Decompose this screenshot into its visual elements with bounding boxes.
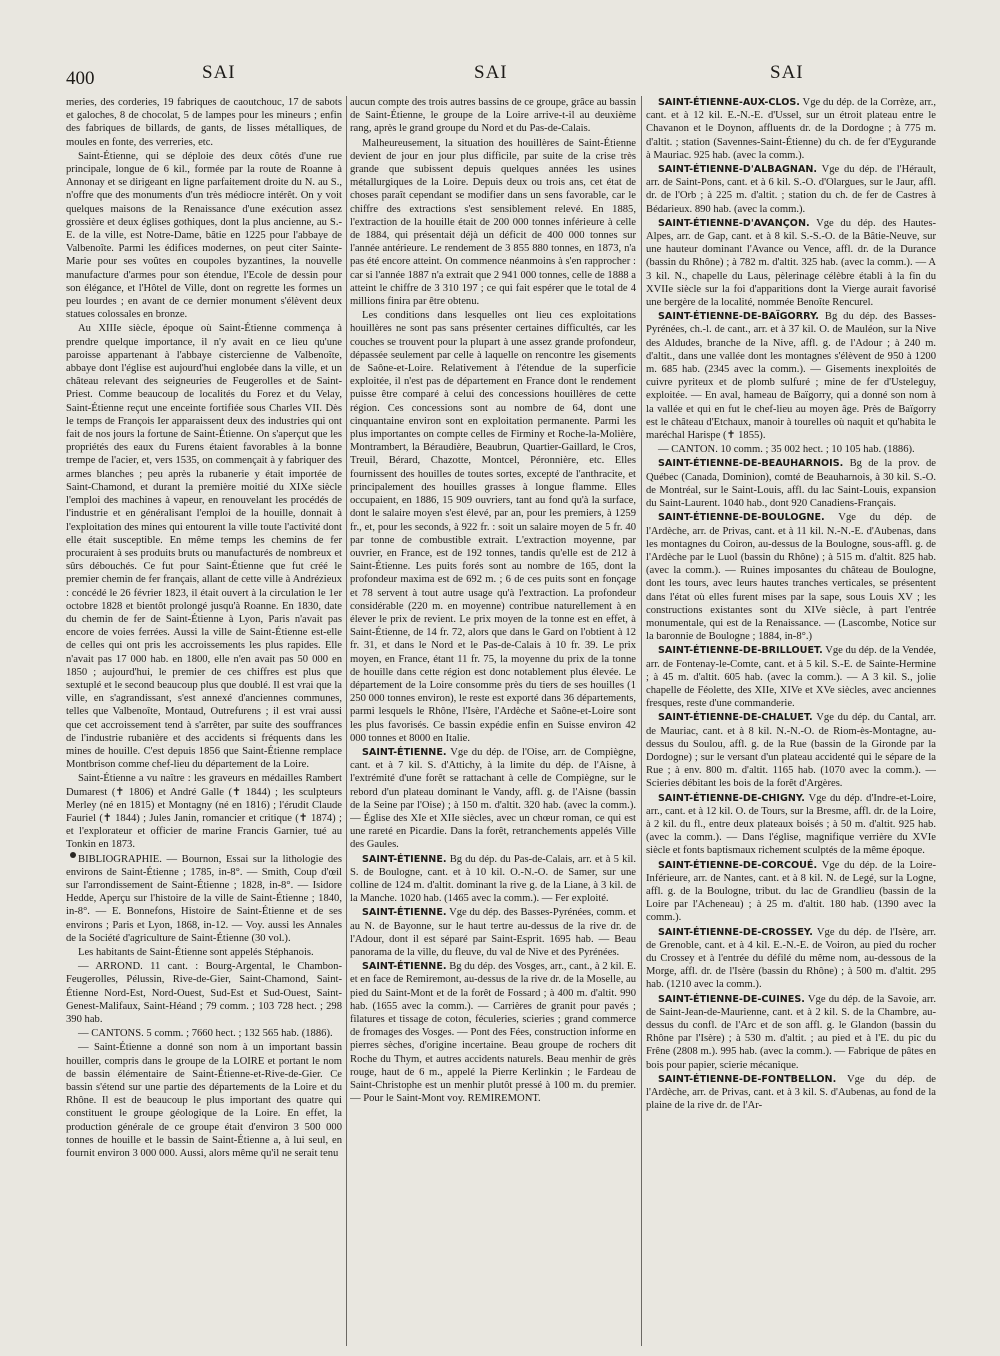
entry-text: Bg du dép. du Pas-de-Calais, arr. et à 5 kil. S. de Boulogne, cant. et à 10 kil. O.-N.-O. de Samer, sur une colline de 124 m. d'altit. dominant la rive g. de la Liane, à 3 kil. de la Manche. 1020 hab. (1465 avec la comm.). — Fer exploité.: [350, 853, 636, 905]
entry-text: Vge du dép. de la Corrèze, arr., cant. et à 12 kil. E.-N.-E. d'Ussel, sur un étroit plateau entre le Chavanon et le Doynon, affluents dr. de la Dordogne ; à 775 m. d'altit. ; station (Savennes-Saint-Étienne) du ch. de fer d'Eygurande à Mauriac. 925 hab. (avec la comm.).: [646, 97, 936, 161]
entry: [646, 96, 936, 162]
paragraph: meries, des corderies, 19 fabriques de caoutchouc, 17 de sabots et galoches, 8 de chocolat, 5 de lampes pour les mineurs ; enfin des fabriques de billards, de gants, de lisses métalliques, de moules en fonte, des verreries, etc.: [66, 97, 342, 148]
text-column-1: [66, 96, 342, 1346]
entry-text: Vge du dép. de la Savoie, arr. de Saint-Jean-de-Maurienne, cant. et à 2 kil. S. de la Chambre, au-dessus du confl. de l'Arc et de son affl. g. le Glandon (bassin du Rhône par l'Isère) ; à 530 m. d'altit. ; au pied et à l'E. du pic du Frêne (2808 m.). 995 hab. (avec la comm.). — Fabrique de pâtes en bois pour papier, scierie mécanique.: [646, 993, 936, 1071]
entry: [350, 906, 636, 959]
text-column-2: [350, 96, 636, 1346]
entry-title: SAINT-ÉTIENNE-DE-CUINES.: [658, 993, 805, 1005]
entry-text: Bg de la prov. de Québec (Canada, Dominion), comté de Beauharnois, à 30 kil. S.-O. de Montréal, sur le Saint-Louis, affl. du lac Saint-Louis, expansion du Saint-Laurent. 1040 hab., dont 920 Canadiens-Français.: [646, 458, 936, 510]
entry: [350, 960, 636, 1105]
entry: [350, 853, 636, 906]
column-divider: [346, 96, 347, 1346]
entry-title: SAINT-ÉTIENNE-D'ALBAGNAN.: [658, 164, 818, 176]
entry-text: Vge du dép. d'Indre-et-Loire, arr., cant. et à 12 kil. O. de Tours, sur la Bresme, affl. dr. de la Loire, à 2 kil. du fl., entre deux plateaux boisés ; à 50 m. d'altit. 925 hab. (avec la comm.). — Dans l'église, magnifique verrière du XVIe siècle et fonts baptismaux richement sculptés de la même époque.: [646, 792, 936, 857]
paragraph: BIBLIOGRAPHIE. — Bournon, Essai sur la lithologie des environs de Saint-Étienne ; 1785, in-8°. — Smith, Coup d'œil sur l'arrondissement de Saint-Étienne ; 1828, in-8°. — Isidore Hedde, Aperçu sur l'histoire de la ville de Saint-Étienne ; 1840, in-8°. — E. Bonnefons, Histoire de Saint-Étienne et de ses environs ; Paris et Lyon, 1868, in-12. — Voy. aussi les Annales de la Société d'agriculture de Saint-Étienne (30 vol.).: [66, 853, 342, 944]
paragraph: Au XIIIe siècle, époque où Saint-Étienne commença à prendre quelque importance, il n'y avait en ce lieu qu'une paroisse appartenant à l'abbaye cistercienne de Valbenoîte, abbaye dont l'église est aujourd'hui englobée dans la ville, et un château relevant des seigneuries de Feugerolles et de Saint-Priest. Comme beaucoup de localités du Forez et du Velay, Saint-Étienne reçut une enceinte fortifiée sous Charles VII. Dès le temps de François Ier apparaissent deux des industries qui ont fait de nos jours la fortune de Saint-Étienne. On s'aperçut que les propriétés des eaux du Furens étaient favorables à la bonne trempe de l'acier, et, vers 1535, on commençait à y fabriquer des armes blanches ; peu après la rubanerie y était importée de Saint-Chamond, et durant la première moitié du XIXe siècle l'emploi des machines à vapeur, en renouvelant les procédés de l'industrie et en généralisant l'emploi de la houille, donnait à l'exploitation des mines qui entourent la ville toute l'activité dont elle était susceptible. En même temps les chemins de fer procuraient à ses produits bruts ou manufacturés de nombreux et sûrs débouchés. Ce fut pour Saint-Étienne que fut créé le premier chemin de fer français, allant de cette ville à Andrézieux : concédé le 26 février 1823, il était ouvert à la circulation le 1er octobre 1828 et bientôt prolongé jusqu'à Roanne. En 1830, date du chemin de fer de Saint-Étienne à Lyon, Paris n'avait pas encore de voies ferrées. Aussi la ville de Saint-Étienne est-elle de celles qui ont pris les accroissements les plus rapides. Elle n'avait pas 17 000 hab. en 1800, elle n'en avait pas 50 000 en 1850 ; aujourd'hui, le premier de ces chiffres est plus que sextuplé et le second beaucoup plus que doublé. Il est vrai que la ville, en s'agrandissant, s'est annexé d'anciennes communes, telles que Valbenoîte, Montaud, Outrefurens ; il est vrai aussi que cet accroissement tend à s'arrêter, par suite des souffrances de l'industrie rubanière et des accidents si fréquents dans les mines de houille. C'est depuis 1856 que Saint-Étienne remplace Montbrison comme chef-lieu du département de la Loire.: [66, 323, 342, 771]
entry: [646, 457, 936, 510]
paragraph: Les habitants de Saint-Étienne sont appelés Stéphanois.: [78, 947, 314, 958]
entry-text: Vge du dép. des Hautes-Alpes, arr. de Gap, cant. et à 8 kil. S.-S.-O. de la Bâtie-Neuve, sur une hauteur dominant l'Avance ou Vence, affl. dr. de la Durance (bassin du Rhône) ; à 782 m. d'altit. 325 hab. (avec la comm.). — A 3 kil. N., chapelle du Laus, pèlerinage célèbre établi à la fin du XVIIe siècle sur la foi d'apparitions dont la Vierge aurait favorisé une bergère de la localité, nommée Benoîte Rencurel.: [646, 217, 936, 309]
entry: [646, 1073, 936, 1113]
text-column-3: [646, 96, 936, 1346]
entry-text: Bg du dép. des Basses-Pyrénées, ch.-l. de cant., arr. et à 37 kil. O. de Mauléon, sur la Nive des Aldudes, branche de la Nive, affl. g. de l'Adour ; à 240 m. d'altit., dans une vallée dont les montagnes s'élèvent de 950 à 1200 m. 685 hab. (2345 avec la comm.). — Gisements inexploités de cuivre pyriteux et de plomb sulfuré ; mine de fer d'Usteleguy, exploitée. — En aval, hameau de Baïgorry, qui a donné son nom à la vallée et qui en fut le chef-lieu au moyen âge. Près de Baïgorry est le château d'Etchaux, manoir à tourelles où naquit et qu'habita le maréchal Harispe (✝ 1855).: [646, 311, 936, 442]
entry-text: Vge du dép. de l'Isère, arr. de Grenoble, cant. et à 4 kil. E.-N.-E. de Voiron, au pied du rocher du Crossey et à l'entrée du défilé du même nom, au-dessous de la Morge, affl. dr. de l'Isère (bassin du Rhône) ; à 500 m. d'altit. 295 hab. (1210 avec la comm.).: [646, 926, 936, 991]
entry-title: SAINT-ÉTIENNE-DE-CORCOUÉ.: [658, 859, 818, 871]
paragraph: — Saint-Étienne a donné son nom à un important bassin houiller, compris dans le groupe de la LOIRE et portant le nom de bassin élémentaire de Saint-Étienne-et-Rive-de-Gier. Ce bassin s'étend sur une partie des départements de la Loire et du Rhône. Il est de beaucoup le plus important des quatre qui constituent le groupe géologique de la Loire. En effet, la production générale de ce groupe était d'environ 3 500 000 tonnes de houille et le bassin de Saint-Étienne a, à lui seul, en fournit environ 3 000 000. Aussi, alors même qu'il ne serait tenu: [66, 1042, 342, 1160]
entry-text: Vge du dép. de l'Ardèche, arr. de Privas, cant. et à 11 kil. N.-N.-E. d'Aubenas, dans les montagnes du Coiron, au-dessus de la Boulogne, sous-affl. g. de l'Ardèche par le Luol (bassin du Rhône) ; à 515 m. d'altit. 825 hab. (avec la comm.). — Ruines imposantes du château de Boulogne, dont les tours, avec leurs hautes tranches verticales, se présentent dans l'état où elles furent mises par la sape, sous Louis XV ; les constructions existantes sont du XIVe siècle, à part l'entrée monumentale, qui est de la Renaissance. — (Lascombe, Notice sur la baronnie de Boulogne ; 1884, in-8°.): [646, 512, 936, 643]
paragraph: aucun compte des trois autres bassins de ce groupe, grâce au bassin de Saint-Étienne, le groupe de la Loire arrive-t-il au deuxième rang, après le grand groupe du Nord et du Pas-de-Calais.: [350, 97, 636, 135]
entry-text: Vge du dép. de la Loire-Inférieure, arr. de Nantes, cant. et à 8 kil. N. de Legé, sur la Logne, affl. g. de la Boulogne, tribut. du lac de Grandlieu (bassin de la Loire par l'Acheneau) ; à 25 m. d'altit. 180 hab. (1390 avec la comm.).: [646, 859, 936, 924]
entry-title: SAINT-ÉTIENNE-DE-FONTBELLON.: [658, 1073, 837, 1085]
entry: [646, 310, 936, 442]
running-head-center: SAI: [474, 62, 508, 83]
paragraph: Les conditions dans lesquelles ont lieu ces exploitations houillères ne sont pas sans présenter certaines difficultés, car les couches se trouvent pour la plupart à une assez grande profondeur, dépassée seulement par celle à laquelle on rencontre les gisements de Saône-et-Loire. Relativement à l'étendue de la superficie exploitée, il n'est pas de département en France dont le rendement puisse être comparé à celui des concessions houillères de cette région. Ces concessions sont au nombre de 64, dont une cinquantaine environ sont en exploitation permanente. Parmi les plus importantes on compte celles de Firminy et Roche-la-Molière, Montrambert, la Béraudière, Beaubrun, Quartier-Gaillard, le Cros, Treuil, Bérard, Chazotte, Montcel, Péronnière, etc. Elles fournissent des houilles de toutes sortes, excepté de l'anthracite, et principalement des houilles grasses à longue flamme. Elles occupaient, en 1886, 15 909 ouvriers, tant au fond qu'à la surface, dont le salaire moyen s'est élevé, par an, pour les premiers, à 1259 fr., et, pour les seconds, à 922 fr. : soit un salaire moyen de 5 fr. 40 par tonne de combustible extrait. L'extraction moyenne, par ouvrier, en France, est de 192 tonnes, tandis qu'elle est de 212 à Saint-Étienne. Les puits forés sont au nombre de 165, dont la profondeur maxima est de 692 m. ; 6 de ces puits sont en fonçage et 78 servent à tout autre usage qu'à l'extraction. La profondeur considérable (220 m. en moyenne) contribue naturellement à en élever le prix de revient. Le prix moyen de la tonne est en effet, à Saint-Étienne, de 14 fr. 72, alors que dans le Gard on l'obtient à 12 fr. 31, et dans le Nord et le Pas-de-Calais à 10 fr. 39. Le prix moyen, en France, étant 11 fr. 75, la moyenne du prix de la tonne de houille dans cette région est donc notablement plus élevée. Le département de la Loire consomme près du tiers de ses houilles (1 250 000 tonnes environ), le reste est exporté dans 36 départements, parmi lesquels le Rhône, l'Isère, l'Ardèche et Saône-et-Loire sont les plus favorisés. Ce bassin expédie enfin en Suisse environ 42 000 tonnes et 8000 en Italie.: [350, 310, 636, 744]
entry-title: SAINT-ÉTIENNE-D'AVANÇON.: [658, 217, 810, 229]
entry-title: SAINT-ÉTIENNE-DE-CHALUET.: [658, 712, 813, 724]
entry: [646, 859, 936, 925]
paragraph: — CANTONS. 5 comm. ; 7660 hect. ; 132 565 hab. (1886).: [78, 1028, 333, 1040]
entry-title: SAINT-ÉTIENNE.: [362, 853, 447, 865]
entry-text: Vge du dép. de la Vendée, arr. de Fontenay-le-Comte, cant. et à 5 kil. S.-E. de Sainte-Hermine ; à 45 m. d'altit. 605 hab. (avec la comm.). — A 3 kil. S., jolie chapelle de Féolette, des XIIe, XIVe et XVe siècles, avec anciennes fresques, reste d'une commanderie.: [646, 645, 936, 710]
entry-title: SAINT-ÉTIENNE-DE-BAÏGORRY.: [658, 311, 819, 323]
entry: [646, 926, 936, 992]
entry: [646, 711, 936, 790]
entry-title: SAINT-ÉTIENNE-DE-BEAUHARNOIS.: [658, 458, 844, 470]
entry: [646, 217, 936, 309]
entry-text: Vge du dép. de l'Oise, arr. de Compiègne, cant. et à 7 kil. S. d'Attichy, à la limite du dép. de l'Aisne, à l'extrémité d'une forêt se rattachant à celle de Compiègne, sur le rebord d'un plateau dominant le Vandy, affl. g. de l'Aisne (bassin de la Seine par l'Oise) ; à 150 m. d'altit. 320 hab. (avec la comm.). — Église des XIe et XIIe siècles, avec un chœur roman, ce qui est une rareté en Picardie. Dans la forêt, retranchements appelés Ville des Gaules.: [350, 746, 636, 851]
entry-text: Vge du dép. de l'Hérault, arr. de Saint-Pons, cant. et à 6 kil. S.-O. d'Olargues, sur le Jaur, affl. dr. de l'Orb ; à 225 m. d'altit. ; station du ch. de fer de Castres à Bédarieux. 890 hab. (avec la comm.).: [646, 164, 936, 215]
entry-title: SAINT-ÉTIENNE.: [362, 907, 447, 919]
entry: [646, 511, 936, 643]
entry: [646, 644, 936, 710]
entry-title: SAINT-ÉTIENNE-DE-BRILLOUET.: [658, 645, 823, 657]
page-number: 400: [66, 68, 95, 89]
paragraph: Saint-Étienne, qui se déploie des deux côtés d'une rue principale, longue de 6 kil., formée par la route de Roanne à Annonay et se dirigeant en ligne parfaitement droite du N. au S., n'offre que des monuments d'un très médiocre intérêt. On y voit quelques maisons de la Renaissance d'une exécution assez grossière et deux églises gothiques, dont la plus ancienne, au S.-E. de la ville, est Notre-Dame, bâtie en 1225 pour l'abbaye de Valbenoîte. Parmi les édifices modernes, on peut citer Sainte-Marie pour ses voûtes en coupoles byzantines, la nouvelle manufacture d'armes pour son étendue, l'Ecole de dessin pour son élégance, et l'Hôtel de Ville, dont on regrette les formes un peu lourdes ; en avant de ce dernier monument s'élèvent deux statues colossales en bronze.: [66, 150, 342, 321]
entry-text: Vge du dép. du Cantal, arr. de Mauriac, cant. et à 8 kil. N.-N.-O. de Riom-ès-Montagne, au-dessus du Soulou, affl. g. de la Rue (bassin de la Gironde par la Dordogne) ; sur le versant d'un plateau accidenté qui le sépare de la Rue ; à env. 800 m. d'altit. 1165 hab. (1070 avec la comm.). — Scieries débitant les bois de la forêt d'Argères.: [646, 712, 936, 790]
column-divider: [641, 96, 642, 1346]
entry-title: SAINT-ÉTIENNE.: [362, 746, 447, 758]
entry-title: SAINT-ÉTIENNE-DE-CHIGNY.: [658, 792, 805, 804]
paragraph: — CANTON. 10 comm. ; 35 002 hect. ; 10 105 hab. (1886).: [658, 444, 915, 456]
entry-text: Vge du dép. de l'Ardèche, arr. de Privas, cant. et à 3 kil. S. d'Aubenas, au fond de la plaine de la rive dr. de l'Ar-: [646, 1073, 936, 1112]
entry-title: SAINT-ÉTIENNE-DE-CROSSEY.: [658, 926, 813, 938]
entry-text: Bg du dép. des Vosges, arr., cant., à 2 kil. E. et en face de Remiremont, au-dessus de la rive dr. de la Moselle, au pied du Saint-Mont et de la forêt de Fossard ; à 400 m. d'altit. 990 hab. (1655 avec la comm.). — Carrières de granit pour pavés ; filatures et tissage de coton, féculeries, scieries ; grand commerce de fromages des Vosges. — Pont des Fées, construction informe en pierres sèches, d'origine incertaine. Beau groupe de rochers dit Roche du Thym, et autres accidents naturels. Beau menhir de grès rouge, haut de 6 m., appelé la Pierre Kerlinkin ; le Fardeau de Saint-Christophe est un menhir plutôt pressé à 100 m. du premier. — Pour le Saint-Mont voy. REMIREMONT.: [350, 961, 636, 1105]
entry: [646, 792, 936, 858]
entry: [646, 993, 936, 1072]
paragraph: — ARROND. 11 cant. : Bourg-Argental, le Chambon-Feugerolles, Pélussin, Rive-de-Gier, Saint-Chamond, Saint-Étienne Nord-Est, Nord-Ouest, Sud-Est et Sud-Ouest, Saint-Genest-Malifaux, Saint-Héand ; 79 comm. ; 103 728 hect. ; 298 390 hab.: [66, 961, 342, 1026]
entry-title: SAINT-ÉTIENNE-AUX-CLOS.: [658, 97, 800, 108]
paragraph: Malheureusement, la situation des houillères de Saint-Étienne devient de jour en jour plus difficile, par suite de la crise très grande que subissent depuis quelques années les usines métallurgiques de la Loire. Depuis deux ou trois ans, cet état de choses paraît cependant se modifier dans un sens favorable, car le chiffre des extractions s'est sensiblement relevé. En 1885, l'extraction de la houille était de 200 000 tonnes inférieure à celle de 1884, qui présentait déjà un déficit de 400 000 tonnes sur l'année antérieure. Le rendement de 3 855 880 tonnes, en 1873, n'a pas été encore atteint. On commence néanmoins à s'en rapprocher : car si l'année 1887 n'a extrait que 2 941 000 tonnes, celle de 1888 a atteint le chiffre de 3 310 197 ; ce qui fait espérer que le total de 4 millions finira par être obtenu.: [350, 137, 636, 308]
paragraph: Saint-Étienne a vu naître : les graveurs en médailles Rambert Dumarest (✝ 1806) et André Galle (✝ 1844) ; les sculpteurs Merley (né en 1815) et Montagny (né en 1816) ; l'érudit Claude Fauriel (✝ 1844) ; Jules Janin, romancier et critique (✝ 1874) ; et l'explorateur et officier de marine Francis Garnier, tué au Tonkin en 1873.: [66, 773, 342, 851]
running-head-right: SAI: [770, 62, 804, 83]
entry-title: SAINT-ÉTIENNE-DE-BOULOGNE.: [658, 512, 825, 524]
running-head-left: SAI: [202, 62, 236, 83]
entry-text: Vge du dép. des Basses-Pyrénées, comm. et au N. de Bayonne, sur le haut tertre au-dessus de la rive dr. de l'Adour, dont il est séparé par Saint-Esprit. 1695 hab. — Beau panorama de la ville, du fleuve, du val de Nive et des Pyrénées.: [350, 907, 636, 958]
entry: [646, 163, 936, 216]
entry-title: SAINT-ÉTIENNE.: [362, 961, 447, 973]
entry: [350, 746, 636, 852]
